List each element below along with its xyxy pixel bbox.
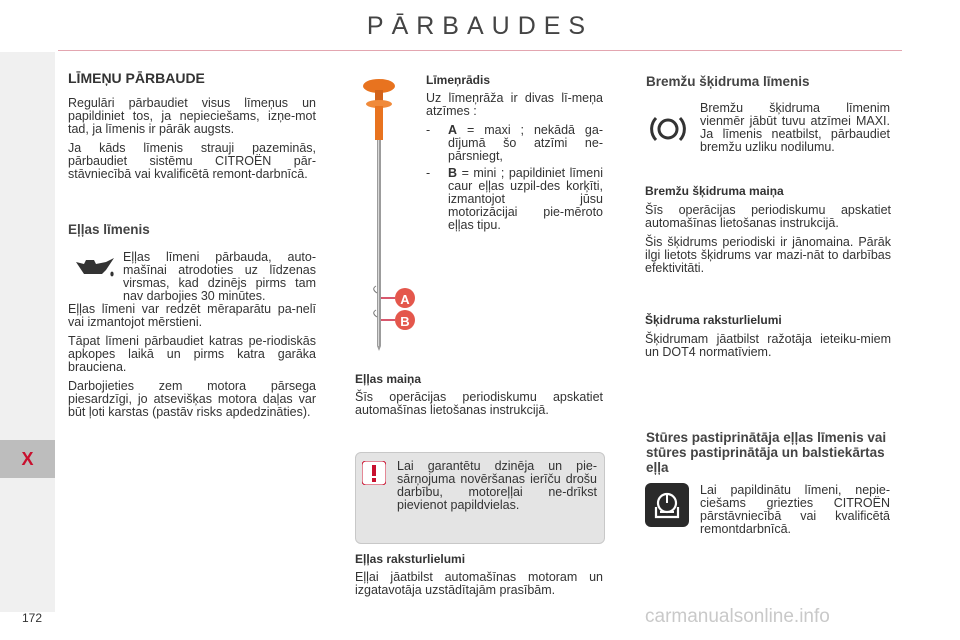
mark-label-b: B (400, 314, 410, 329)
mark-b-item: - B = mini ; papildiniet līmeni caur eļļas uzpil-des korķīti, izmantojot jūsu motorizācijai pie-mēroto eļļas tipu. (426, 166, 603, 232)
chapter-tab[interactable]: X (0, 440, 55, 478)
warning-text: Lai garantētu dzinēja un pie-sārņojuma novēršanas ierīču drošu darbību, motoreļļai ne-drīkst pievienot papildvielas. (397, 459, 597, 512)
brake-change-paragraph-2: Šis šķidrums periodiski ir jānomaina. Pārāk ilgi lietots šķidrums var mazi-nāt to darbības efektivitāti. (645, 235, 891, 275)
fluid-spec-heading: Šķidruma raksturlielumi (645, 313, 782, 327)
exclamation-icon (362, 461, 386, 485)
oil-change-heading: Eļļas maiņa (355, 372, 422, 386)
dipstick-heading: Līmeņrādis (426, 73, 491, 87)
oil-spec-heading: Eļļas raksturlielumi (355, 552, 466, 566)
footer-watermark[interactable]: carmanualsonline.info (645, 606, 830, 627)
column-levels-check (68, 72, 316, 187)
mark-a-text: = maxi ; nekādā ga-dījumā šo atzīmi ne-pārsniegt, (448, 123, 603, 163)
mark-a-item: - A = maxi ; nekādā ga-dījumā šo atzīmi ne-pārsniegt, (426, 123, 603, 163)
oil-level-paragraph-4: Darbojieties zem motora pārsega piesardzīgi, jo atsevišķas motora daļas var būt ļoti karstas (pastāv risks apdedzināties). (68, 379, 316, 419)
levels-paragraph-2: Ja kāds līmenis strauji pazeminās, pārbaudiet sistēmu CITROËN pār-stāvniecībā vai kvalificētā remont-darbnīcā. (68, 141, 316, 181)
oil-level-paragraph-2: Eļļas līmeni var redzēt mēraparātu pa-nelī vai izmantojot mērstieni. (68, 302, 316, 329)
dipstick-intro: Uz līmeņrāža ir divas lī-meņa atzīmes : (426, 91, 603, 118)
page-number: 172 (22, 611, 43, 625)
steering-fluid-icon (645, 483, 689, 527)
chapter-sidebar (0, 52, 55, 612)
oil-level-heading: Eļļas līmenis (68, 222, 150, 237)
brake-fluid-text: Bremžu šķidruma līmenim vienmēr jābūt tuvu atzīmei MAXI. Ja līmenis neatbilst, pārbaudiet bremžu uzliku nodilumu. (700, 101, 890, 154)
page-title: PĀRBAUDES (366, 12, 594, 40)
mark-b-letter: B (448, 166, 458, 180)
mark-b-text: = mini ; papildiniet līmeni caur eļļas uzpil-des korķīti, izmantojot jūsu motorizācijai pie-mēroto eļļas tipu. (448, 166, 603, 232)
dipstick-marks-list (426, 124, 603, 232)
oil-can-icon (72, 254, 116, 280)
steering-fluid-text: Lai papildinātu līmeni, nepie-ciešams griezties CITROËN pārstāvniecībā vai kvalificētā remontdarbnīcā. (700, 483, 890, 536)
brake-change-heading: Bremžu šķidruma maiņa (645, 184, 784, 198)
oil-level-paragraph-3: Tāpat līmeni pārbaudiet katras pe-riodiskās apkopes laikā un pirms katra garāka brauciena. (68, 334, 316, 374)
brake-warning-icon (648, 112, 688, 146)
fluid-spec-text: Šķidrumam jāatbilst ražotāja ieteiku-miem un DOT4 normatīviem. (645, 332, 891, 359)
oil-change-text: Šīs operācijas periodiskumu apskatiet automašīnas lietošanas instrukcijā. (355, 390, 603, 417)
oil-spec-text: Eļļai jāatbilst automašīnas motoram un izgatavotāja uzstādītajām prasībām. (355, 570, 603, 597)
levels-paragraph-1: Regulāri pārbaudiet visus līmeņus un papildiniet tos, ja nepieciešams, izņe-mot tad, ja līmenis ir pārāk augsts. (68, 96, 316, 136)
title-divider (58, 50, 902, 51)
steering-fluid-heading: Stūres pastiprinātāja eļļas līmenis vai stūres pastiprinātāja un balstiekārtas eļļa (646, 430, 887, 475)
brake-fluid-heading: Bremžu šķidruma līmenis (646, 74, 810, 89)
dipstick-illustration (355, 72, 425, 354)
column-dipstick (426, 74, 603, 236)
brake-change-paragraph-1: Šīs operācijas periodiskumu apskatiet automašīnas lietošanas instrukcijā. (645, 203, 891, 230)
mark-a-letter: A (448, 123, 458, 137)
oil-level-paragraph-1: Eļļas līmeni pārbauda, auto-mašīnai atrodoties uz līdzenas virsmas, kad dzinējs pirms tam nav darbojies 30 minūtes. (123, 250, 316, 303)
levels-heading: LĪMEŅU PĀRBAUDE (68, 70, 205, 86)
mark-label-a: A (400, 292, 410, 307)
